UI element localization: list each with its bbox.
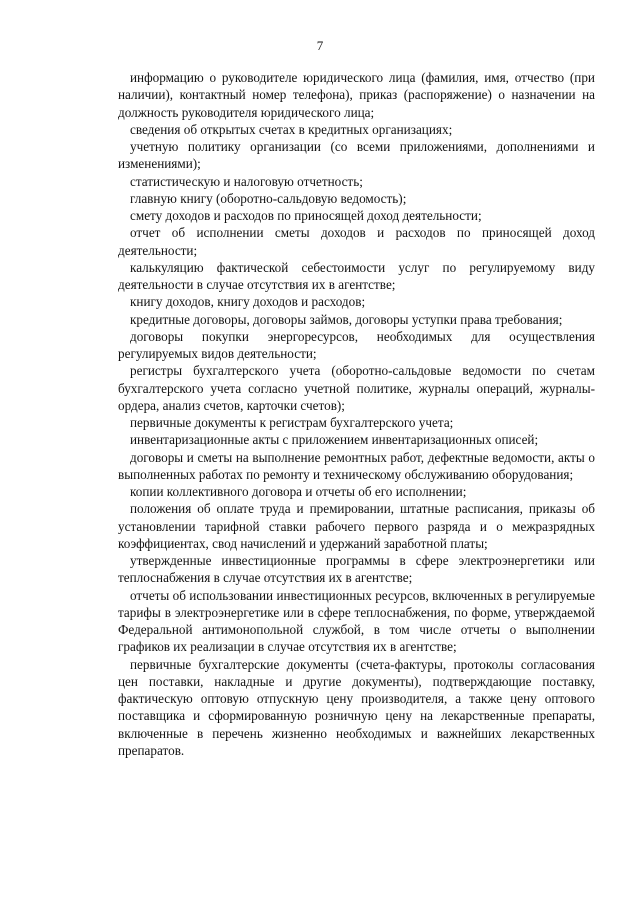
- paragraph-5: главную книгу (оборотно-сальдовую ведомость);: [130, 190, 407, 206]
- page-number: 7: [316, 38, 324, 53]
- paragraph-11: договоры покупки энергоресурсов, необходимых для осуществления регулируемых видов деятельности;: [118, 328, 595, 361]
- paragraph-14: инвентаризационные акты с приложением инвентаризационных описей;: [130, 432, 539, 448]
- paragraph-13: первичные документы к регистрам бухгалтерского учета;: [130, 415, 454, 430]
- paragraph-17: положения об оплате труда и премировании, штатные расписания, приказы об установлении тарифной ставки рабочего первого разряда и о межразрядных коэффициентах, свод начислений и удержаний заработной платы;: [118, 501, 595, 551]
- document-body: [118, 69, 595, 759]
- paragraph-10: кредитные договоры, договоры займов, договоры уступки права требования;: [130, 311, 563, 327]
- paragraph-15: договоры и сметы на выполнение ремонтных работ, дефектные ведомости, акты о выполненных работах по ремонту и техническому обслуживанию оборудования;: [118, 449, 595, 482]
- paragraph-20: первичные бухгалтерские документы (счета-фактуры, протоколы согласования цен поставки, накладные и другие документы), подтверждающие поставку, фактическую оптовую отпускную цену производителя, а также цену оптового поставщика и сформированную розничную цену на лекарственные препараты, включенные в перечень жизненно необходимых и важнейших лекарственных препаратов.: [118, 656, 595, 758]
- paragraph-12: регистры бухгалтерского учета (оборотно-сальдовые ведомости по счетам бухгалтерского учета согласно учетной политике, журналы операций, журналы-ордера, анализ счетов, карточки счетов);: [118, 363, 595, 413]
- paragraph-8: калькуляцию фактической себестоимости услуг по регулируемому виду деятельности в случае отсутствия их в агентстве;: [118, 259, 595, 292]
- paragraph-6: смету доходов и расходов по приносящей доход деятельности;: [130, 208, 482, 223]
- paragraph-19: отчеты об использовании инвестиционных ресурсов, включенных в регулируемые тарифы в электроэнергетике или в сфере теплоснабжения, по форме, утверждаемой Федеральной антимонопольной службой, в том числе отчеты о выполнении графиков их реализации в случае отсутствия их в агентстве;: [118, 587, 595, 655]
- paragraph-18: утвержденные инвестиционные программы в сфере электроэнергетики или теплоснабжения в случае отсутствия их в агентстве;: [118, 553, 595, 586]
- paragraph-4: статистическую и налоговую отчетность;: [130, 173, 363, 189]
- paragraph-16: копии коллективного договора и отчеты об его исполнении;: [130, 484, 467, 499]
- paragraph-9: книгу доходов, книгу доходов и расходов;: [130, 294, 366, 310]
- paragraph-2: сведения об открытых счетах в кредитных организациях;: [130, 121, 453, 137]
- paragraph-3: учетную политику организации (со всеми приложениями, дополнениями и изменениями);: [118, 139, 595, 172]
- paragraph-7: отчет об исполнении сметы доходов и расходов по приносящей доход деятельности;: [118, 225, 595, 258]
- paragraph-1: информацию о руководителе юридического лица (фамилия, имя, отчество (при наличии), контактный номер телефона), приказ (распоряжение) о назначении на должность руководителя юридического лица;: [118, 70, 595, 120]
